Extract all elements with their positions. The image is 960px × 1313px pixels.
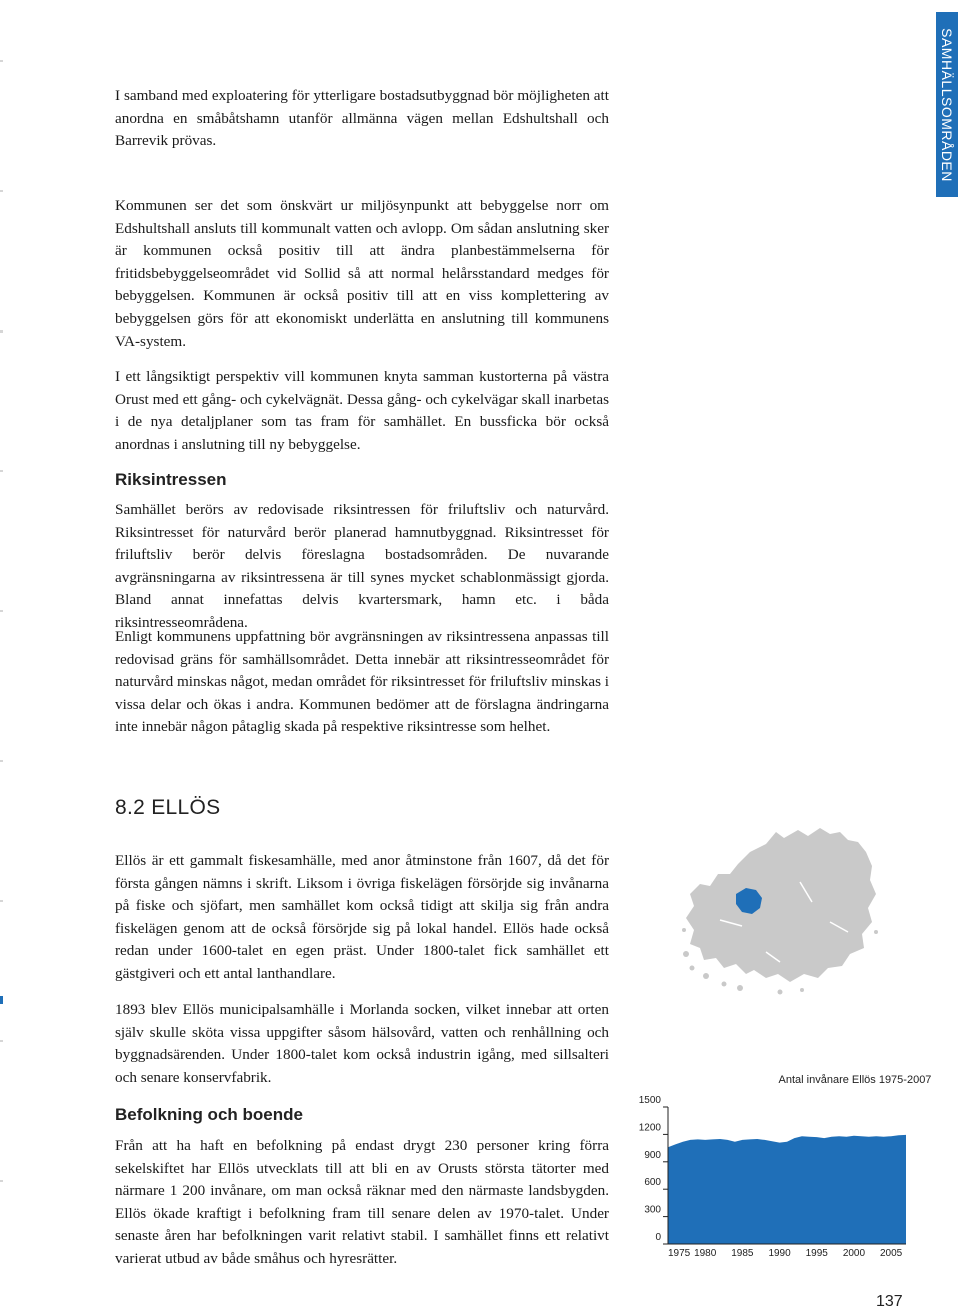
paragraph-smabatshamn: I samband med exploatering för ytterligare bostadsutbyggnad bör möjligheten att anordna en småbåtshamn utanför allmänna vägen mellan Edshultshall och Barrevik prövas. [115,87,609,150]
margin-ticks [0,0,4,1313]
section-side-label [936,12,958,197]
paragraph-va-anslutning: Kommunen ser det som önskvärt ur miljösynpunkt att bebyggelse norr om Edshultshall ansluts till kommunalt vatten och avlopp. Om sådan anslutning sker är kommunen också positiv till att ändra planbestämmelserna för fritidsbebyggelseområdet vid Sollid så att normal helårsstandard medges för bebyggelsen. Kommunen är också positiv till att en viss komplettering av bebyggelsen görs för att ekonomiskt underlätta en anslutning till kommunens VA-system. [115,197,609,350]
x-tick-label: 1985 [731,1248,754,1259]
population-chart [620,1064,940,1264]
paragraph-ellos-historia: Ellös är ett gammalt fiskesamhälle, med anor åtminstone från 1607, då det för första gången nämns i skrift. Liksom i övriga fiskelägen försörjde sig invånarna på fiske och sjöfart, men samhället kom också tidigt att skilja sig från andra fiskelägen genom att de också försörjde sig på lokal handel. Ellös hade också redan under 1600-talet en egen präst. Under 1800-talet fick samhället ett gästgiveri och ett antal lanthandlare. [115,852,609,982]
y-tick-label: 1200 [638,1122,661,1134]
orust-location-map [680,822,880,1002]
paragraph-gang-cykelvagar: I ett långsiktigt perspektiv vill kommunen knyta samman kustorterna på västra Orust med ett gång- och cykelvägnät. Dessa gång- och cykelvägar skall inarbetas i de nya detaljplaner som tas fram för samhället. En bussficka bör också anordnas i anslutning till ny bebyggelse. [115,368,609,453]
page-number: 137 [876,1293,903,1310]
orust-island-shape [686,828,876,982]
x-tick-label: 1975 [668,1248,691,1259]
x-tick-label: 2000 [842,1248,866,1259]
chart-title: Antal invånare Ellös 1975-2007 [778,1074,932,1086]
paragraph-avgransning: Enligt kommunens uppfattning bör avgränsningen av riksintressena anpassas till redovisad gräns för samhällsområdet. Detta innebär att riksintresseområdet för naturvård minskas något, medan området för riksintresset för friluftsliv minskas i vissa delar och ökas i andra. Kommunen bedömer att de förslagna ändringarna inte innebär någon påtaglig skada på respektive riksintresse som helhet. [115,628,609,736]
section-title: 8.2 ELLÖS [115,796,221,819]
heading-riksintressen: Riksintressen [115,470,227,489]
y-tick-label: 0 [655,1232,661,1243]
y-tick-label: 300 [644,1204,661,1216]
x-tick-label: 2005 [880,1248,903,1259]
population-area [668,1135,906,1244]
paragraph-municipalsamhalle: 1893 blev Ellös municipalsamhälle i Morlanda socken, vilket innebar att orten själv skulle sköta vissa uppgifter såsom hälsovård, vatten och renhållning och byggnadsärenden. Under 1800-talet kom också industrin igång, med sillsalteri och senare konservfabrik. [115,1001,609,1086]
heading-befolkning: Befolkning och boende [115,1105,303,1124]
x-tick-label: 1990 [768,1248,791,1259]
y-tick-label: 1500 [638,1095,661,1106]
paragraph-riksintressen: Samhället berörs av redovisade riksintressen för friluftsliv och naturvård. Riksintresset för naturvård berör planerad hamnutbyggnad. Riksintresset för friluftsliv berör delvis föreslagna bostadsområden. De nuvarande avgränsningarna av riksintressena är till synes mycket schablonmässigt gjorda. Bland annat innefattas delvis kvartersmark, hamn etc. i båda riksintresseområdena. [115,501,609,631]
x-tick-label: 1995 [805,1248,828,1259]
y-tick-label: 900 [644,1149,661,1161]
paragraph-befolkning: Från att ha haft en befolkning på endast drygt 230 personer kring förra sekelskiftet har Ellös utvecklats till att bli en av Orusts största tätorter med närmare 1 200 invånare, om man också räknar med den närmaste landsbygden. Ellös ökade kraftigt i befolkning fram till senare delen av 1970-talet. Under senaste åren har befolkningen varit relativt stabil. I samhället finns ett relativt varierat utbud av både småhus och hyresrätter. [115,1137,609,1267]
x-tick-label: 1980 [694,1248,717,1259]
y-tick-label: 600 [644,1177,661,1189]
section-side-label-text: SAMHÄLLSOMRÅDEN [939,27,956,182]
